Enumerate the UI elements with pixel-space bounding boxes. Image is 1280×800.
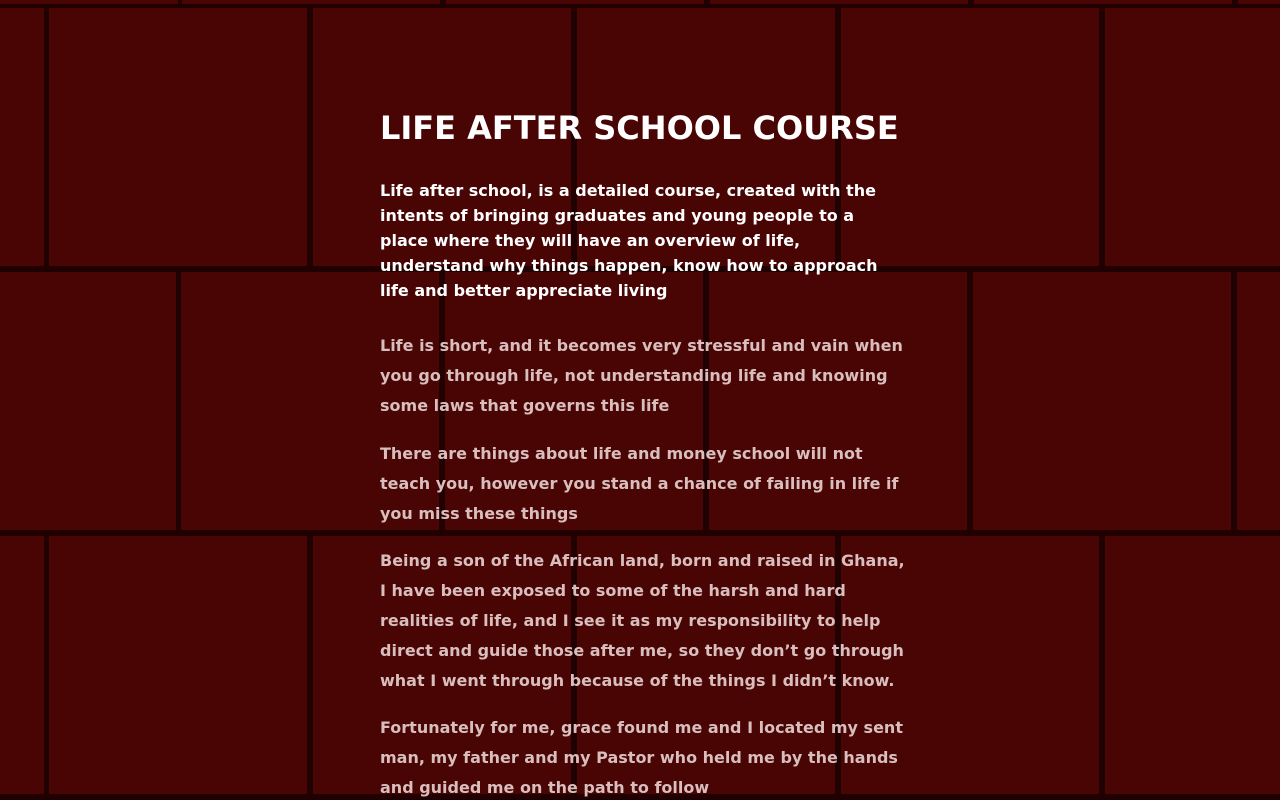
brick [1237, 272, 1280, 530]
body-paragraph: Life is short, and it becomes very stressful and vain when you go through life, not understanding life and knowing some laws that governs this life [380, 336, 903, 415]
brick [0, 0, 178, 4]
brick [49, 536, 307, 794]
lead-paragraph: Life after school, is a detailed course, created with the intents of bringing graduates and young people to a place where they will have an overview of life, understand why things happen, know how to approach life and better appreciate living [380, 181, 878, 300]
brick [710, 0, 968, 4]
brick [0, 536, 44, 794]
brick [0, 272, 176, 530]
brick [49, 8, 307, 266]
body-paragraph: Being a son of the African land, born and raised in Ghana, I have been exposed to some of the harsh and hard realities of life, and I see it as my responsibility to help direct and guide those after me, so they don’t go through what I went through because of the things I didn’t know. [380, 551, 905, 690]
body-paragraph: There are things about life and money school will not teach you, however you stand a chance of failing in life if you miss these things [380, 444, 899, 523]
brick [1105, 8, 1280, 266]
brick [446, 0, 704, 4]
brick [1105, 536, 1280, 794]
brick [1238, 0, 1280, 4]
body-paragraph: Fortunately for me, grace found me and I located my sent man, my father and my Pastor who held me by the hands and guided me on the path to follow [380, 718, 903, 797]
brick [973, 272, 1231, 530]
brick [974, 0, 1232, 4]
brick-row-top [0, 0, 1280, 4]
brick [182, 0, 440, 4]
brick [0, 8, 44, 266]
page-title: LIFE AFTER SCHOOL COURSE [380, 109, 899, 147]
course-intro-section [380, 106, 910, 800]
